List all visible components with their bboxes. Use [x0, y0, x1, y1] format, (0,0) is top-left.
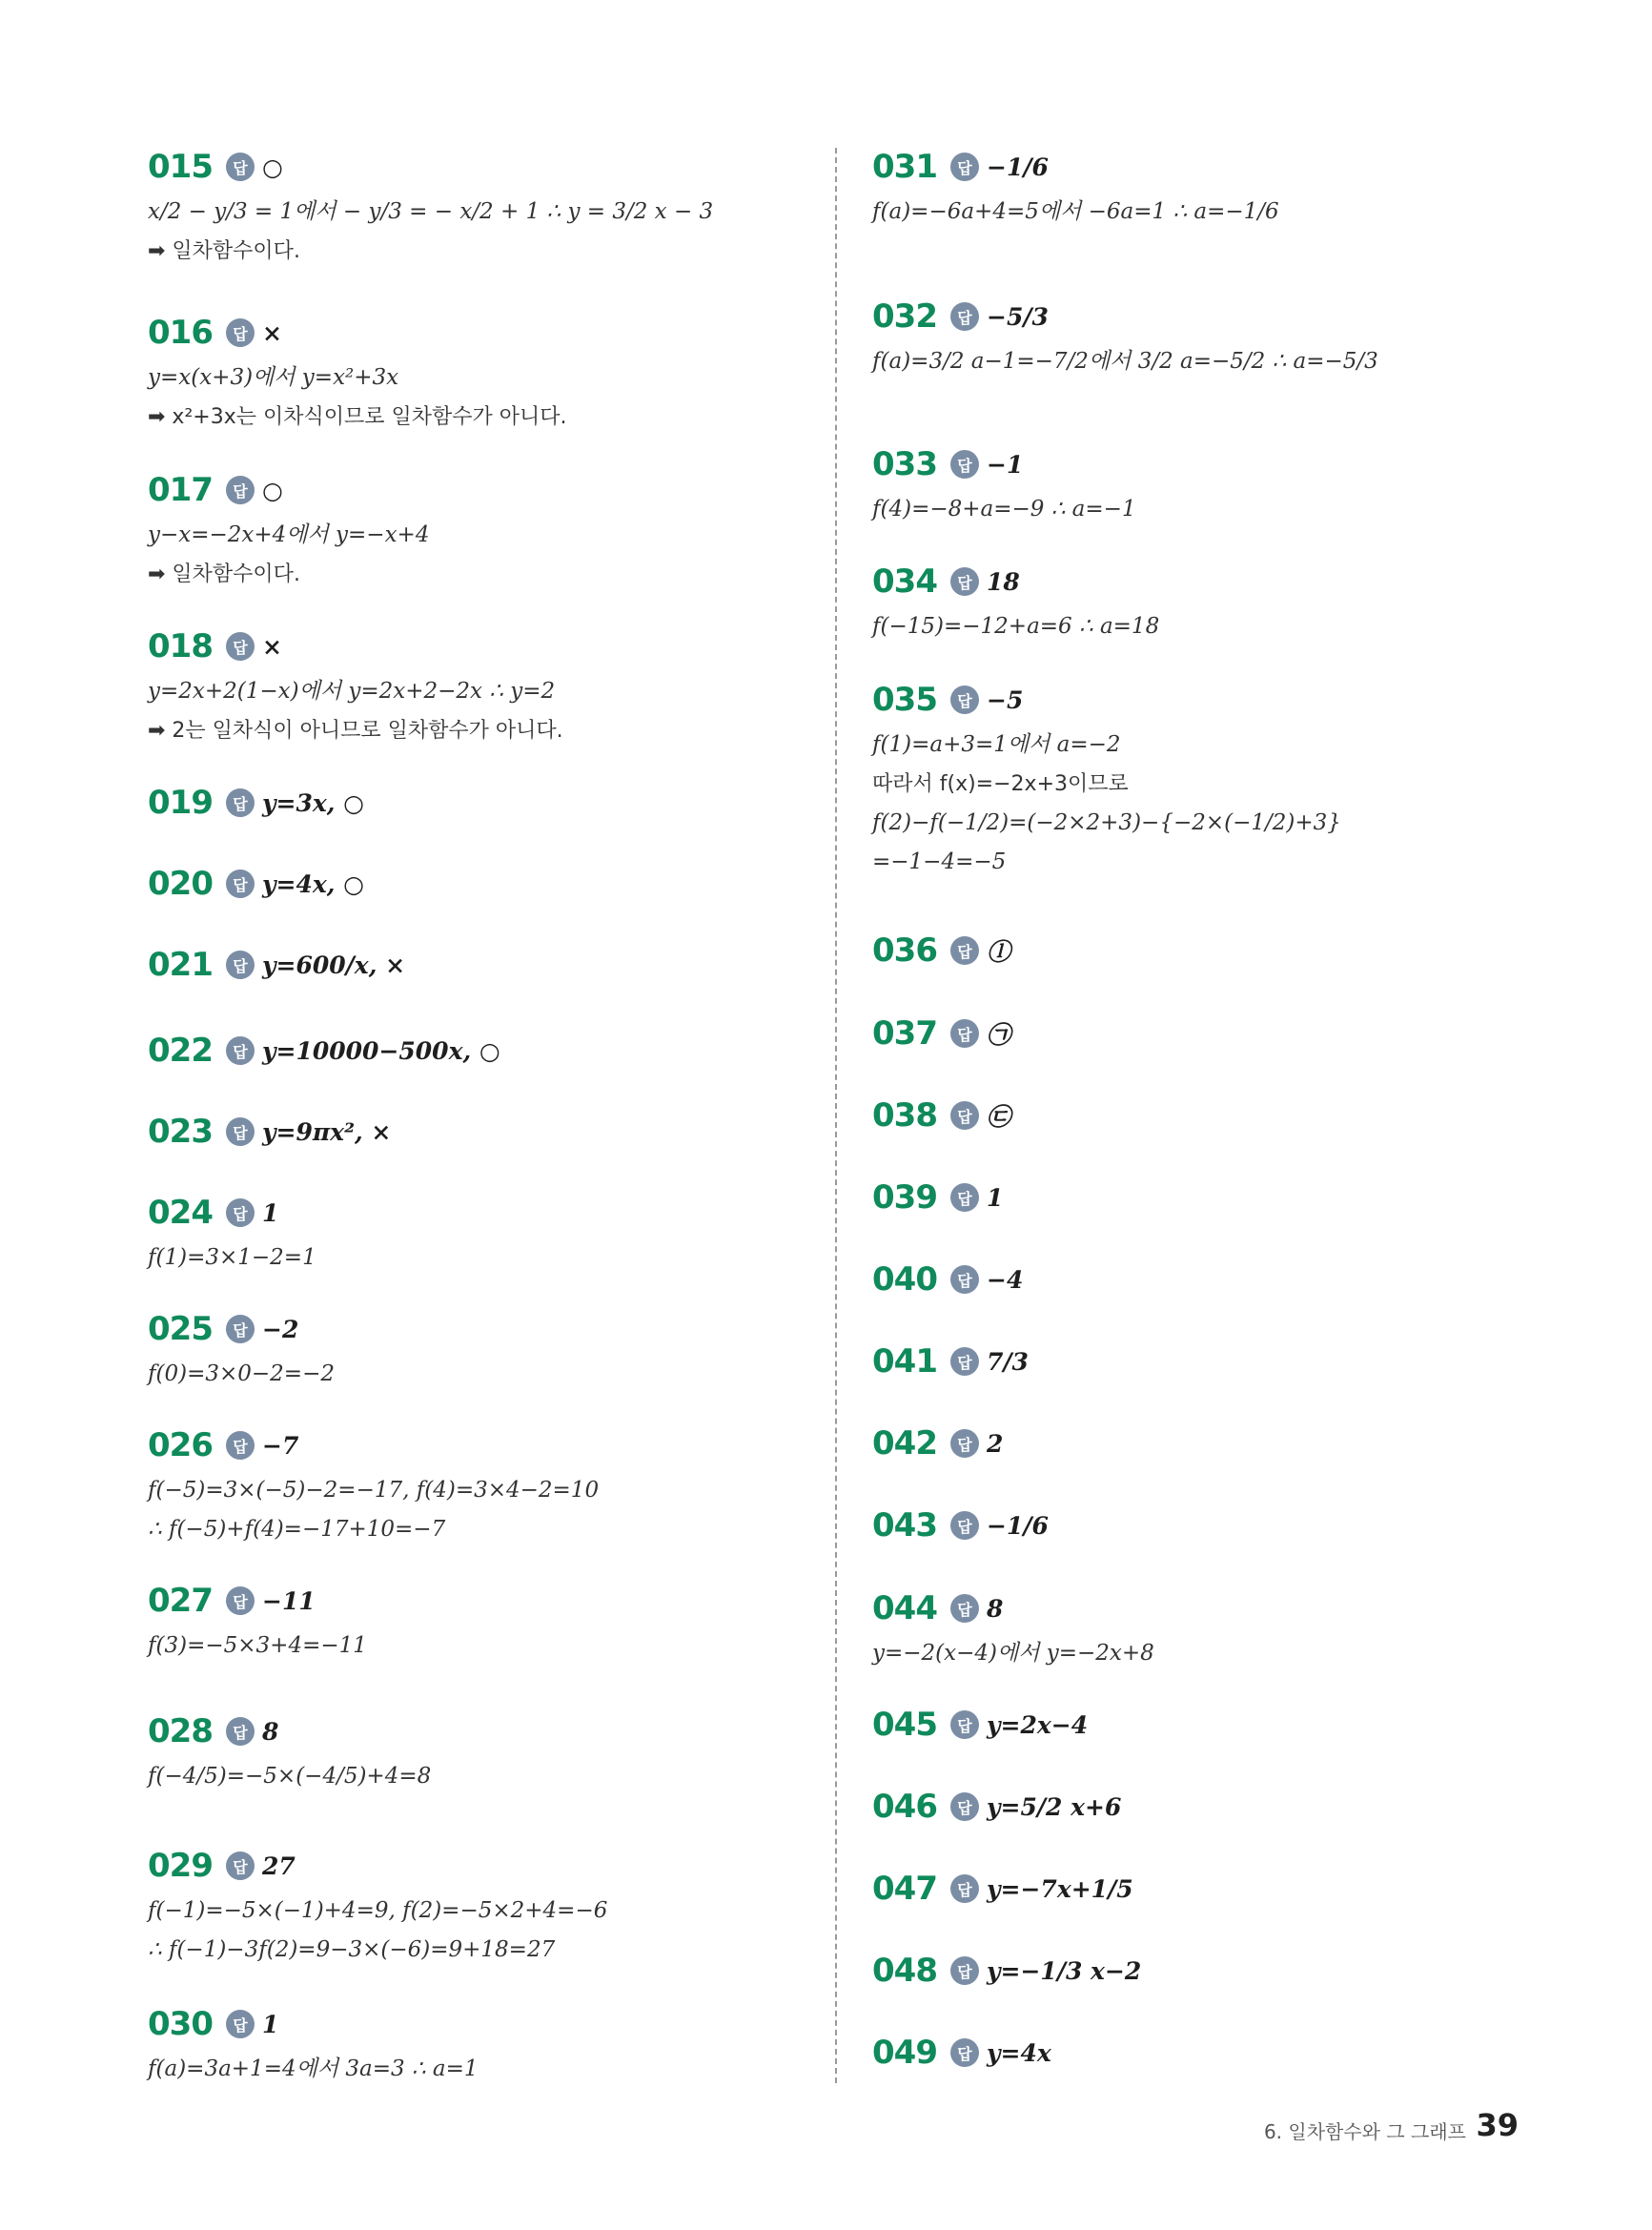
- answer-item: [872, 2027, 1559, 2078]
- answer-head: [872, 925, 1559, 976]
- answer-item: [148, 1998, 834, 2089]
- answer-head: [872, 1418, 1559, 1469]
- answer-item: [148, 1575, 834, 1666]
- solution-line: y−x=−2x+4에서 y=−x+4: [148, 522, 430, 547]
- answer-value: y=2x−4: [987, 1710, 1089, 1739]
- answer-value: 2: [987, 1429, 1004, 1458]
- problem-number: 024: [148, 1194, 213, 1232]
- solution-line: ∴ f(−1)−3f(2)=9−3×(−6)=9+18=27: [148, 1937, 556, 1962]
- answer-item: [872, 925, 1559, 976]
- solution-line: ∴ f(−5)+f(4)=−17+10=−7: [148, 1517, 446, 1542]
- answer-badge-icon: 답: [226, 1717, 255, 1746]
- answer-value: y=3x, ○: [262, 788, 364, 817]
- answer-item: [148, 1420, 834, 1549]
- solution-line: f(−4/5)=−5×(−4/5)+4=8: [148, 1764, 432, 1789]
- answer-value: ×: [262, 632, 282, 661]
- answer-badge-icon: 답: [226, 2010, 255, 2038]
- answer-item: [148, 1106, 834, 1157]
- answer-value: ⓛ: [987, 938, 1011, 966]
- answer-badge-icon: 답: [950, 1956, 979, 1985]
- solution-line: ➡ 2는 일차식이 아니므로 일차함수가 아니다.: [148, 719, 563, 743]
- answer-value: ×: [262, 318, 282, 347]
- answer-badge-icon: 답: [226, 1036, 255, 1065]
- answer-badge-icon: 답: [950, 936, 979, 965]
- problem-number: 016: [148, 314, 213, 352]
- answer-head: [872, 1336, 1559, 1387]
- problem-number: 040: [872, 1260, 937, 1299]
- answer-value: 1: [262, 2010, 279, 2038]
- answer-head: [872, 1781, 1559, 1832]
- answer-badge-icon: 답: [950, 1710, 979, 1739]
- answer-badge-icon: 답: [950, 685, 979, 714]
- answer-head: [872, 141, 1559, 193]
- answer-value: −5/3: [987, 302, 1049, 331]
- answer-head: [148, 1998, 834, 2050]
- answer-value: −1/6: [987, 153, 1049, 181]
- answer-badge-icon: 답: [950, 567, 979, 596]
- answer-head: [148, 1303, 834, 1355]
- problem-number: 031: [872, 148, 937, 186]
- answer-head: [872, 1254, 1559, 1305]
- problem-number: 017: [148, 471, 213, 509]
- answer-head: [148, 1840, 834, 1892]
- answer-badge-icon: 답: [226, 788, 255, 817]
- answer-badge-icon: 답: [226, 1586, 255, 1615]
- column-divider: [835, 148, 837, 2083]
- answer-value: −11: [262, 1586, 316, 1615]
- answer-item: [148, 858, 834, 910]
- answer-badge-icon: 답: [950, 302, 979, 331]
- answer-item: [148, 1303, 834, 1394]
- answer-head: [872, 674, 1559, 726]
- answer-value: 7/3: [987, 1347, 1029, 1376]
- answer-badge-icon: 답: [950, 1792, 979, 1821]
- answer-item: [872, 1863, 1559, 1914]
- footer-section-title: 6. 일차함수와 그 그래프: [1263, 2120, 1466, 2143]
- problem-number: 025: [148, 1310, 213, 1348]
- solution-line: ➡ x²+3x는 이차식이므로 일차함수가 아니다.: [148, 405, 567, 429]
- answer-head: [872, 1008, 1559, 1059]
- answer-badge-icon: 답: [226, 632, 255, 661]
- answer-badge-icon: 답: [226, 153, 255, 181]
- problem-number: 038: [872, 1096, 937, 1135]
- answer-value: y=−7x+1/5: [987, 1874, 1133, 1903]
- problem-number: 044: [872, 1589, 937, 1627]
- solution-line: f(−15)=−12+a=6 ∴ a=18: [872, 614, 1160, 639]
- solution-line: y=x(x+3)에서 y=x²+3x: [148, 365, 399, 390]
- answer-head: [148, 1187, 834, 1238]
- answer-value: 1: [262, 1198, 279, 1227]
- solution-line: f(0)=3×0−2=−2: [148, 1361, 335, 1386]
- answer-value: −5: [987, 685, 1024, 714]
- problem-number: 042: [872, 1424, 937, 1463]
- problem-number: 026: [148, 1426, 213, 1464]
- answer-value: y=4x: [987, 2038, 1051, 2067]
- solution-line: =−1−4=−5: [872, 849, 1007, 874]
- answer-value: 8: [262, 1717, 279, 1746]
- answer-head: [148, 464, 834, 516]
- answer-head: [872, 291, 1559, 342]
- answer-value: y=5/2 x+6: [987, 1792, 1122, 1821]
- solution-line: f(a)=3a+1=4에서 3a=3 ∴ a=1: [148, 2056, 479, 2081]
- answer-head: [872, 1863, 1559, 1914]
- solution-line: y=−2(x−4)에서 y=−2x+8: [872, 1641, 1154, 1666]
- problem-number: 036: [872, 931, 937, 970]
- solution-line: ➡ 일차함수이다.: [148, 563, 300, 586]
- solution-line: f(1)=3×1−2=1: [148, 1245, 316, 1270]
- problem-number: 028: [148, 1712, 213, 1750]
- answer-item: [148, 141, 834, 271]
- page-number: 39: [1476, 2107, 1519, 2143]
- answer-item: [148, 1840, 834, 1970]
- answer-head: [872, 1699, 1559, 1750]
- answer-value: ㉢: [987, 1103, 1011, 1131]
- answer-value: y=4x, ○: [262, 869, 364, 898]
- answer-badge-icon: 답: [950, 2038, 979, 2067]
- problem-number: 035: [872, 681, 937, 719]
- answer-value: y=600/x, ×: [262, 951, 406, 979]
- answer-head: [872, 2027, 1559, 2078]
- answer-value: 27: [262, 1852, 296, 1880]
- answer-item: [872, 141, 1559, 232]
- answer-value: −1/6: [987, 1511, 1049, 1540]
- problem-number: 043: [872, 1506, 937, 1545]
- problem-number: 018: [148, 627, 213, 665]
- answer-item: [148, 1706, 834, 1796]
- answer-value: ○: [262, 476, 283, 504]
- solution-line: f(4)=−8+a=−9 ∴ a=−1: [872, 497, 1136, 522]
- answer-item: [872, 1090, 1559, 1141]
- problem-number: 049: [872, 2034, 937, 2072]
- answer-item: [872, 1254, 1559, 1305]
- answer-item: [148, 1025, 834, 1076]
- answer-badge-icon: 답: [226, 1315, 255, 1343]
- problem-number: 023: [148, 1113, 213, 1151]
- answer-head: [872, 1583, 1559, 1634]
- answer-item: [872, 1945, 1559, 1996]
- answer-value: 18: [987, 567, 1020, 596]
- answer-value: 8: [987, 1594, 1004, 1623]
- answer-value: 1: [987, 1183, 1004, 1212]
- answer-item: [148, 777, 834, 829]
- answer-head: [148, 1420, 834, 1471]
- answer-head: [872, 1945, 1559, 1996]
- problem-number: 032: [872, 297, 937, 336]
- answer-value: ○: [262, 153, 283, 181]
- answer-badge-icon: 답: [950, 450, 979, 479]
- answer-item: [872, 1699, 1559, 1750]
- answer-head: [148, 858, 834, 910]
- answer-item: [872, 674, 1559, 882]
- answer-head: [148, 1106, 834, 1157]
- answer-item: [872, 439, 1559, 529]
- answer-badge-icon: 답: [950, 1594, 979, 1623]
- problem-number: 048: [872, 1952, 937, 1990]
- answer-badge-icon: 답: [950, 1019, 979, 1048]
- problem-number: 039: [872, 1178, 937, 1217]
- answer-item: [148, 939, 834, 991]
- answer-item: [872, 291, 1559, 381]
- answer-head: [148, 307, 834, 358]
- answer-badge-icon: 답: [950, 1874, 979, 1903]
- problem-number: 037: [872, 1014, 937, 1053]
- solution-line: f(3)=−5×3+4=−11: [148, 1633, 367, 1658]
- problem-number: 033: [872, 445, 937, 483]
- answer-item: [872, 1781, 1559, 1832]
- answer-item: [148, 307, 834, 437]
- answer-value: ㉠: [987, 1021, 1011, 1049]
- solution-line: f(a)=3/2 a−1=−7/2에서 3/2 a=−5/2 ∴ a=−5/3: [872, 349, 1378, 374]
- answer-value: −1: [987, 450, 1024, 479]
- solution-line: f(−5)=3×(−5)−2=−17, f(4)=3×4−2=10: [148, 1478, 600, 1503]
- problem-number: 022: [148, 1032, 213, 1070]
- answer-badge-icon: 답: [950, 1429, 979, 1458]
- answer-item: [872, 1336, 1559, 1387]
- answer-value: y=10000−500x, ○: [262, 1036, 500, 1065]
- answer-badge-icon: 답: [950, 1511, 979, 1540]
- problem-number: 015: [148, 148, 213, 186]
- answer-value: −4: [987, 1265, 1024, 1294]
- problem-number: 046: [872, 1788, 937, 1826]
- answer-head: [148, 141, 834, 193]
- solution-line: x/2 − y/3 = 1에서 − y/3 = − x/2 + 1 ∴ y = 3/2 x − 3: [148, 199, 714, 224]
- solution-line: f(a)=−6a+4=5에서 −6a=1 ∴ a=−1/6: [872, 199, 1279, 224]
- solution-line: f(−1)=−5×(−1)+4=9, f(2)=−5×2+4=−6: [148, 1898, 608, 1923]
- answer-head: [148, 621, 834, 672]
- answer-item: [872, 556, 1559, 646]
- answer-head: [872, 439, 1559, 490]
- answer-value: −2: [262, 1315, 299, 1343]
- problem-number: 020: [148, 865, 213, 903]
- answer-head: [872, 1172, 1559, 1223]
- solution-line: 따라서 f(x)=−2x+3이므로: [872, 772, 1129, 796]
- answer-badge-icon: 답: [226, 1198, 255, 1227]
- answer-head: [148, 777, 834, 829]
- answer-badge-icon: 답: [950, 1183, 979, 1212]
- answer-head: [148, 1025, 834, 1076]
- answer-value: y=9πx², ×: [262, 1117, 392, 1146]
- answer-badge-icon: 답: [950, 1265, 979, 1294]
- answer-badge-icon: 답: [950, 1347, 979, 1376]
- answer-value: y=−1/3 x−2: [987, 1956, 1142, 1985]
- answer-item: [148, 1187, 834, 1278]
- answer-head: [148, 1706, 834, 1757]
- answer-head: [872, 556, 1559, 607]
- problem-number: 047: [872, 1870, 937, 1908]
- answer-badge-icon: 답: [226, 476, 255, 504]
- answer-head: [148, 939, 834, 991]
- answer-head: [872, 1090, 1559, 1141]
- answer-item: [148, 621, 834, 750]
- problem-number: 045: [872, 1706, 937, 1744]
- answer-badge-icon: 답: [226, 869, 255, 898]
- answer-badge-icon: 답: [226, 951, 255, 979]
- answer-head: [148, 1575, 834, 1626]
- answer-badge-icon: 답: [226, 1117, 255, 1146]
- answer-badge-icon: 답: [226, 318, 255, 347]
- problem-number: 019: [148, 784, 213, 822]
- answer-item: [148, 464, 834, 594]
- problem-number: 034: [872, 563, 937, 601]
- answer-item: [872, 1008, 1559, 1059]
- answer-item: [872, 1172, 1559, 1223]
- answer-item: [872, 1500, 1559, 1551]
- answer-badge-icon: 답: [226, 1852, 255, 1880]
- answer-value: −7: [262, 1431, 299, 1460]
- answer-badge-icon: 답: [226, 1431, 255, 1460]
- solution-line: ➡ 일차함수이다.: [148, 239, 300, 263]
- answer-badge-icon: 답: [950, 153, 979, 181]
- problem-number: 030: [148, 2005, 213, 2043]
- problem-number: 041: [872, 1342, 937, 1381]
- problem-number: 027: [148, 1582, 213, 1620]
- answer-head: [872, 1500, 1559, 1551]
- problem-number: 021: [148, 946, 213, 984]
- solution-line: f(2)−f(−1/2)=(−2×2+3)−{−2×(−1/2)+3}: [872, 810, 1341, 835]
- problem-number: 029: [148, 1847, 213, 1885]
- solution-line: y=2x+2(1−x)에서 y=2x+2−2x ∴ y=2: [148, 679, 556, 704]
- solution-line: f(1)=a+3=1에서 a=−2: [872, 732, 1121, 757]
- answer-item: [872, 1418, 1559, 1469]
- answer-badge-icon: 답: [950, 1101, 979, 1130]
- answer-item: [872, 1583, 1559, 1673]
